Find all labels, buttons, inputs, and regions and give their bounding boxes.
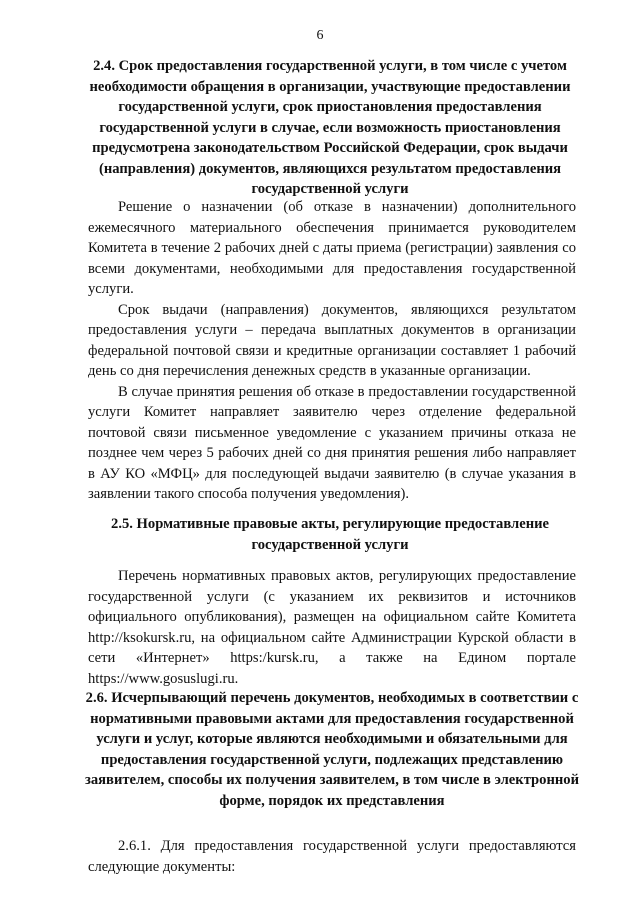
section-2-6-paragraph: 2.6.1. Для предоставления государственной услуги предоставляются следующие документы: [88, 838, 576, 875]
section-2-5-body [88, 566, 576, 689]
section-2-4-heading: 2.4. Срок предоставления государственной услуги, в том числе с учетом необходимости обращения в организации, участвующие предоставлении государственной услуги, срок приостановления предоставления государственной услуги в случае, если возможность приостановления предусмотрена законодательством Российской Федерации, срок выдачи (направления) документов, являющихся результатом предоставления государственной услуги [89, 58, 571, 197]
section-2-5-heading: 2.5. Нормативные правовые акты, регулирующие предоставление государственной услуги [111, 516, 549, 553]
section-2-4-paragraph: В случае принятия решения об отказе в предоставлении государственной услуги Комитет направляет заявителю через отделение федеральной почтовой связи письменное уведомление с указанием причины отказа не позднее чем через 5 рабочих дней со дня принятия решения либо направляет в АУ КО «МФЦ» для последующей выдачи заявителю (в случае указания в заявлении такого способа получения уведомления). [88, 383, 576, 502]
section-2-4-paragraph: Срок выдачи (направления) документов, являющихся результатом предоставления услуги – передача выплатных документов в организации федеральной почтовой связи и кредитные организации составляет 1 рабочий день со дня перечисления денежных средств в указанные организации. [88, 301, 576, 379]
section-2-4-paragraph: Решение о назначении (об отказе в назначении) дополнительного ежемесячного материального обеспечения принимается руководителем Комитета в течение 2 рабочих дней с даты приема (регистрации) заявления со всеми документами, необходимыми для предоставления государственной услуги. [88, 199, 576, 297]
section-2-6-heading: 2.6. Исчерпывающий перечень документов, необходимых в соответствии с нормативными правовыми актами для предоставления государственной услуги и услуг, которые являются необходимыми и обязательными для предоставления государственной услуги, подлежащих представлению заявителем, способы их получения заявителем, в том числе в электронной форме, порядок их представления [85, 690, 579, 809]
section-2-6-body [88, 836, 576, 877]
section-2-4-body [88, 197, 576, 505]
section-2-5-paragraph: Перечень нормативных правовых актов, регулирующих предоставление государственной услуги (с указанием их реквизитов и источников официального опубликования), размещен на официальном сайте Комитета http://ksokursk.ru, на официальном сайте Администрации Курской области в сети «Интернет» https:/kursk.ru, а также на Едином портале https://www.gosuslugi.ru. [88, 568, 576, 687]
page-number: 6 [316, 28, 324, 43]
